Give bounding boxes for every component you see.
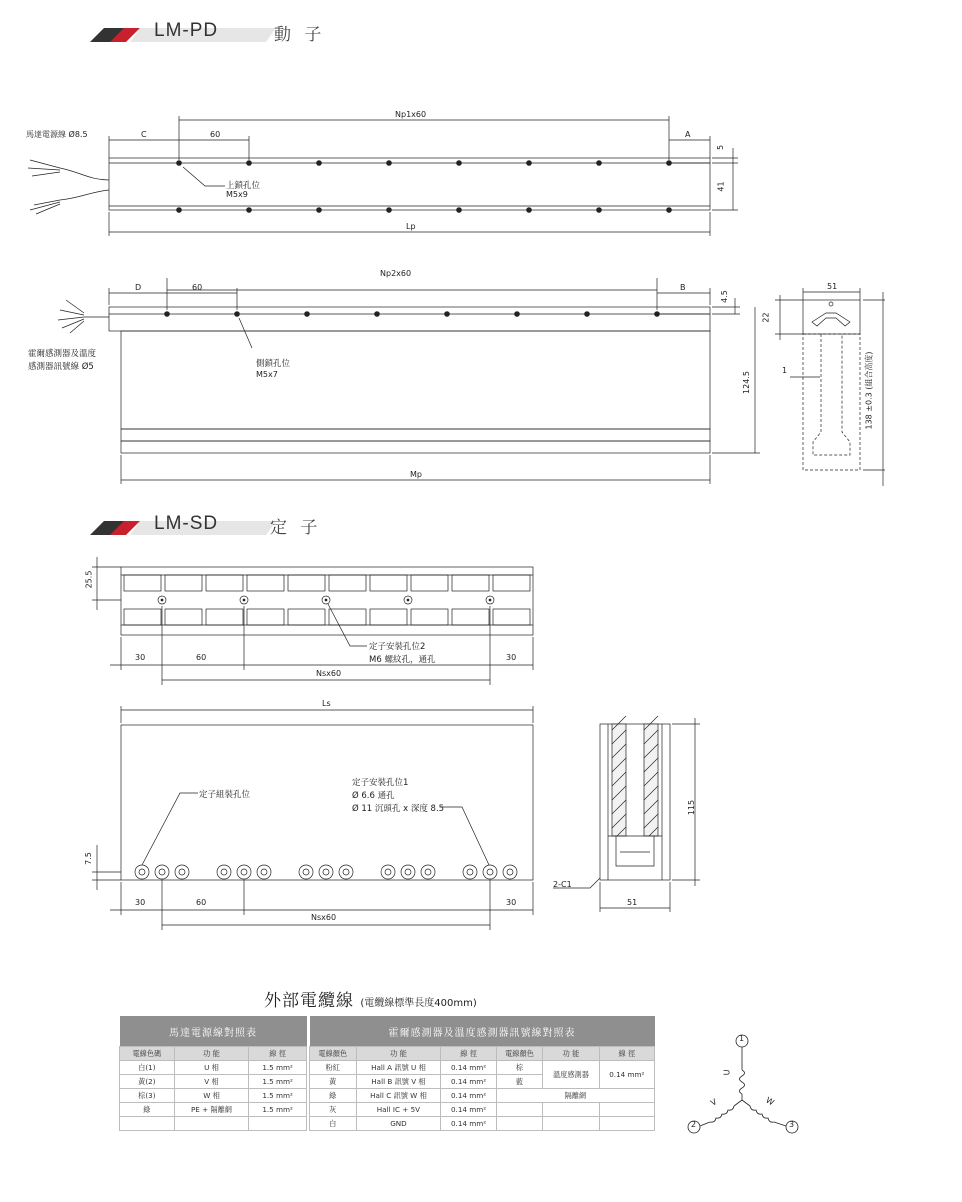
cable-note: (電纜線標準長度400mm) <box>360 998 477 1009</box>
dim-np1: Np1x60 <box>395 110 427 119</box>
stator-hole2-label-2: M6 螺紋孔，通孔 <box>369 655 436 665</box>
end-view-carriage <box>803 300 860 334</box>
stator-front-holes <box>135 865 517 879</box>
forcer-side-top <box>109 307 710 331</box>
power-header-dia: 線 徑 <box>249 1047 307 1061</box>
lmpd-name: 動 子 <box>274 25 326 45</box>
stator-assy-label: 定子組裝孔位 <box>199 790 251 800</box>
dim-30-fb: 30 <box>506 898 517 907</box>
dim-b: B <box>680 283 686 292</box>
dim-d: D <box>135 283 142 292</box>
top-hole-label-2: M5x9 <box>226 190 248 199</box>
table-row: 粉紅 Hall A 訊號 U 相 0.14 mm² 棕 溫度感測器 0.14 mm² <box>310 1061 655 1075</box>
lmsd-header <box>90 513 330 539</box>
wye-node-3: 3 <box>789 1120 795 1129</box>
dim-30-b: 30 <box>506 653 517 662</box>
forcer-side-body <box>121 331 710 429</box>
power-header-color: 電線色碼 <box>120 1047 175 1061</box>
dim-30-fa: 30 <box>135 898 146 907</box>
power-table-title: 馬達電源線對照表 <box>120 1016 307 1047</box>
top-hole-label-1: 上鎖孔位 <box>226 181 261 191</box>
side-hole-label-2: M5x7 <box>256 370 278 379</box>
dim-ns-top: Nsx60 <box>316 669 342 678</box>
cable-title: 外部電纜線 <box>264 991 354 1011</box>
cable-section-title <box>264 986 477 1011</box>
dim-ls: Ls <box>322 699 331 708</box>
table-row: 黃(2) V 相 1.5 mm² <box>120 1075 307 1089</box>
lmsd-drawing <box>0 540 962 990</box>
forcer-top-body <box>109 158 710 210</box>
dim-255: 25.5 <box>84 570 94 589</box>
wye-label-u: U <box>722 1069 732 1076</box>
dim-60-side: 60 <box>192 283 203 292</box>
signal-cable-label-2: 感測器訊號線 Ø5 <box>28 362 94 372</box>
power-cable <box>28 160 109 214</box>
wye-winding-diagram <box>682 1030 812 1150</box>
dim-a: A <box>685 130 691 139</box>
power-cable-label: 馬達電源線 Ø8.5 <box>26 130 88 139</box>
wye-label-w: W <box>764 1095 776 1108</box>
stator-end-body <box>600 724 670 880</box>
dim-1245: 124.5 <box>741 371 751 394</box>
table-row <box>120 1117 307 1131</box>
dim-1: 1 <box>782 366 788 375</box>
lmsd-model: LM-SD <box>154 513 219 534</box>
wye-node-2: 2 <box>691 1120 697 1129</box>
dim-51-st: 51 <box>627 898 638 907</box>
stator-mount1-label-2: Ø 6.6 通孔 <box>352 791 395 801</box>
lmpd-model: LM-PD <box>154 20 219 41</box>
dim-np2: Np2x60 <box>380 269 412 278</box>
dim-115: 115 <box>687 799 697 816</box>
table-row: 綠 Hall C 訊號 W 相 0.14 mm² 隔離網 <box>310 1089 655 1103</box>
table-row: 黃 Hall B 訊號 V 相 0.14 mm² 藍 <box>310 1075 655 1089</box>
stator-hole2-label-1: 定子安裝孔位2 <box>369 642 426 652</box>
dim-75: 7.5 <box>83 852 93 865</box>
stator-front-body <box>121 725 533 880</box>
dim-41: 41 <box>716 181 726 192</box>
wye-node-1: 1 <box>739 1034 745 1043</box>
sensor-table-title: 霍爾感測器及溫度感測器訊號線對照表 <box>310 1016 655 1047</box>
dim-60-st: 60 <box>196 653 207 662</box>
dim-138: 138 ±0.3 (組合高度) <box>864 351 874 430</box>
power-cable-table <box>119 1016 307 1131</box>
table-row: 白 GND 0.14 mm² <box>310 1117 655 1131</box>
dim-60-top: 60 <box>210 130 221 139</box>
side-hole-label-1: 側鎖孔位 <box>256 359 291 369</box>
dim-c: C <box>141 130 147 139</box>
lmsd-name: 定 子 <box>270 518 322 538</box>
dim-ns-front: Nsx60 <box>311 913 337 922</box>
dim-22: 22 <box>761 312 771 323</box>
wye-label-v: V <box>709 1097 719 1108</box>
stator-mount-holes-2 <box>158 596 494 604</box>
lmpd-drawing <box>0 0 962 500</box>
dim-2c1: 2-C1 <box>553 880 572 889</box>
dim-51-end: 51 <box>827 282 838 291</box>
table-row: 灰 Hall IC + 5V 0.14 mm² <box>310 1103 655 1117</box>
dim-mp: Mp <box>410 470 422 479</box>
signal-cable-label-1: 霍爾感測器及溫度 <box>28 349 97 359</box>
stator-mount1-label-1: 定子安裝孔位1 <box>352 778 409 788</box>
dim-45: 4.5 <box>719 290 729 303</box>
power-header-func: 功 能 <box>174 1047 249 1061</box>
dim-60-fr: 60 <box>196 898 207 907</box>
table-row: 白(1) U 相 1.5 mm² <box>120 1061 307 1075</box>
sensor-cable-table: 霍爾感測器及溫度感測器訊號線對照表 電線顏色 功 能 線 徑 電線顏色 功 能 線 徑 粉紅 Hall A 訊號 U 相 0.14 mm² 棕 溫度感測器 0.14 mm² 黃 Hall B 訊號 V 相 0.14 mm² 藍 綠 Hall C 訊號 W 相 0.14 mm² 隔離網 灰 Hall IC + 5V 0.14 mm² 白 GND 0.14 mm² <box>309 1016 655 1131</box>
dim-5: 5 <box>716 144 726 151</box>
dim-30-a: 30 <box>135 653 146 662</box>
table-row: 棕(3) W 相 1.5 mm² <box>120 1089 307 1103</box>
table-row: 綠 PE + 隔離網 1.5 mm² <box>120 1103 307 1117</box>
signal-cable <box>58 300 109 333</box>
dim-lp: Lp <box>406 222 416 231</box>
stator-mount1-label-3: Ø 11 沉頭孔 x 深度 8.5 <box>352 804 445 814</box>
